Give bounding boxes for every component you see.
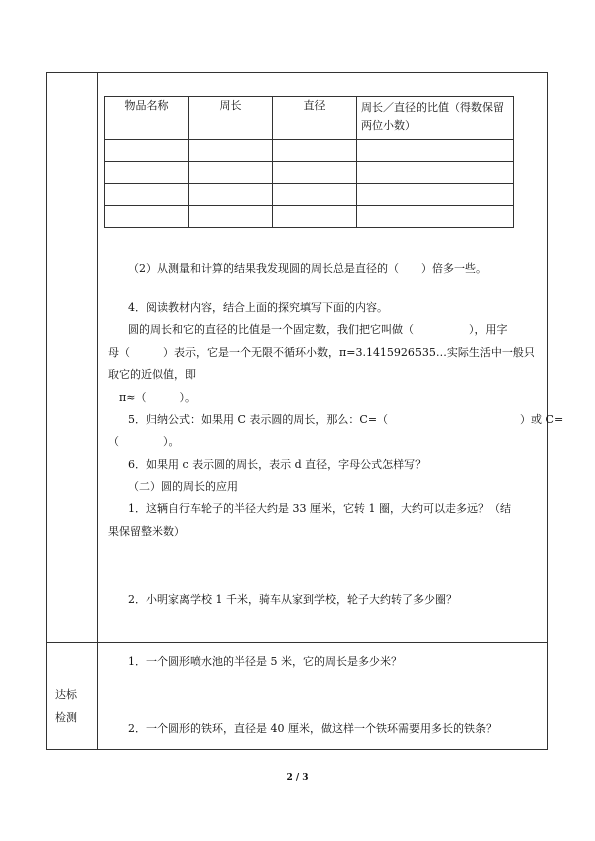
question-5-line-2: （ ）。 — [108, 435, 180, 448]
table-cell[interactable] — [105, 206, 189, 228]
page-number: 2 / 3 — [286, 773, 309, 783]
question-4-title: 4．阅读教材内容，结合上面的探究填写下面的内容。 — [128, 301, 388, 314]
table-row — [105, 206, 514, 228]
measurement-table — [104, 96, 514, 228]
table-row — [105, 162, 514, 184]
check-question-1: 1．一个圆形喷水池的半径是 5 米，它的周长是多少米？ — [128, 655, 402, 668]
table-cell[interactable] — [357, 184, 514, 206]
table-cell[interactable] — [189, 140, 273, 162]
header-diameter: 直径 — [273, 97, 357, 140]
question-4-line-4: π≈（ ）。 — [119, 391, 196, 404]
table-cell[interactable] — [189, 184, 273, 206]
question-4-line-1: 圆的周长和它的直径的比值是一个固定数，我们把它叫做（ ），用字 — [128, 323, 508, 336]
section-2-title: （二）圆的周长的应用 — [128, 480, 238, 493]
section-divider — [46, 642, 548, 643]
check-label-line-2: 检测 — [55, 711, 77, 724]
table-cell[interactable] — [357, 140, 514, 162]
question-4-line-2: 母（ ）表示，它是一个无限不循环小数，π=3.1415926535…实际生活中一般只 — [108, 346, 535, 359]
column-divider — [97, 72, 98, 750]
table-cell[interactable] — [105, 184, 189, 206]
header-item-name: 物品名称 — [105, 97, 189, 140]
table-cell[interactable] — [273, 184, 357, 206]
table-cell[interactable] — [105, 162, 189, 184]
question-5-line-1: 5．归纳公式：如果用 C 表示圆的周长，那么：C=（ ）或 C= — [128, 413, 564, 426]
question-6: 6．如果用 c 表示圆的周长，表示 d 直径，字母公式怎样写？ — [128, 458, 427, 471]
table-cell[interactable] — [105, 140, 189, 162]
question-2-ratio: （2）从测量和计算的结果我发现圆的周长总是直径的（ ）倍多一些。 — [128, 262, 487, 275]
table-cell[interactable] — [273, 140, 357, 162]
table-cell[interactable] — [189, 162, 273, 184]
table-cell[interactable] — [357, 162, 514, 184]
table-row — [105, 184, 514, 206]
table-cell[interactable] — [273, 162, 357, 184]
check-question-2: 2．一个圆形的铁环，直径是 40 厘米，做这样一个铁环需要用多长的铁条？ — [128, 722, 497, 735]
table-cell[interactable] — [357, 206, 514, 228]
table-header-row — [105, 97, 514, 140]
question-4-line-3: 取它的近似值，即 — [108, 368, 196, 381]
table-row — [105, 140, 514, 162]
table-cell[interactable] — [189, 206, 273, 228]
header-circumference: 周长 — [189, 97, 273, 140]
application-2: 2．小明家离学校 1 千米，骑车从家到学校，轮子大约转了多少圈？ — [128, 593, 457, 606]
check-label-line-1: 达标 — [55, 688, 77, 701]
application-1-line-1: 1．这辆自行车轮子的半径大约是 33 厘米，它转 1 圈，大约可以走多远？（结 — [128, 502, 511, 515]
header-ratio: 周长／直径的比值（得数保留两位小数） — [357, 97, 514, 140]
table-cell[interactable] — [273, 206, 357, 228]
application-1-line-2: 果保留整米数） — [108, 525, 185, 538]
